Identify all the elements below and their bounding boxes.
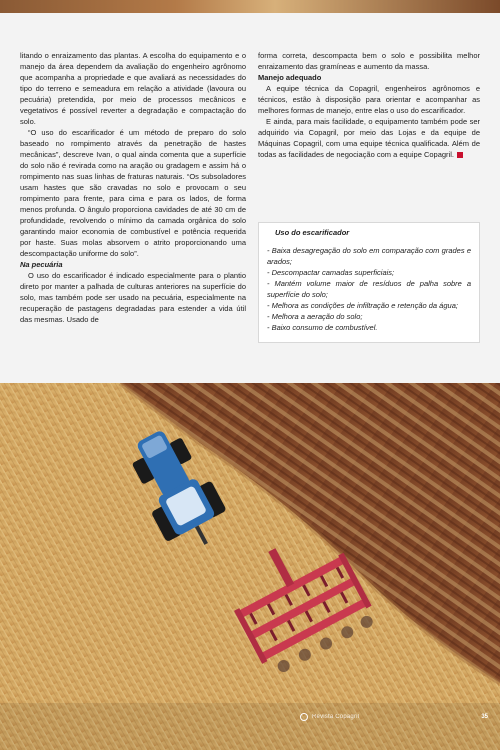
top-photo-strip (0, 0, 500, 13)
section-heading-pecuaria: Na pecuária (20, 260, 63, 269)
list-item: - Mantém volume maior de resíduos de palha sobre a superfície do solo; (267, 279, 471, 299)
sidebar-box-title: Uso do escarificador (275, 228, 350, 237)
article-paragraph: A equipe técnica da Copagril, engenheiros agrônomos e técnicos, estão à disposição para orientar e acompanhar as melhores formas de manejo, entre elas o uso do escarificador. (258, 84, 480, 115)
magazine-logo-icon (300, 713, 308, 721)
list-item: - Melhora a aeração do solo; (267, 312, 363, 321)
page-footer (300, 711, 488, 723)
page-number: 35 (481, 714, 488, 720)
article-paragraph: litando o enraizamento das plantas. A escolha do equipamento e o manejo da área dependem da avaliação do engenheiro agrônomo que acompanha a propriedade e que avaliará as necessidades do tipo do terreno e semeadura em relação a atividade (lavoura ou pecuária) pretendida, por meio de processos mecânicos e vegetativos é possível reverter a degradação e compactação do solo. (20, 51, 246, 126)
article-paragraph: “O uso do escarificador é um método de preparo do solo baseado no rompimento através da penetração de hastes mecânicas”, descreve Ivan, o qual ainda comenta que a superfície do solo não é revirada como na aração ou gradagem e assim há o rompimento nas suas linhas de fraturas naturais. “Os subsoladores usam hastes que são cravadas no solo e provocam o seu rompimento para frente, para cima e para os lados, de forma menos profunda. O ângulo proporciona cavidades de até 30 cm de profundidade, revolvendo o mínimo da camada orgânica do solo garantindo maior economia de combustível e potência requerida por haste. Suas molas absorvem o atrito proporcionando uma descompactação uniforme do solo”. (20, 128, 246, 258)
article-paragraph (258, 116, 480, 160)
list-item: - Descompactar camadas superficiais; (267, 268, 395, 277)
article-paragraph-text: E ainda, para mais facilidade, o equipamento também pode ser adquirido via Copagril, por meio das Lojas e da equipe de Máquinas Copagril, com uma equipe técnica qualificada. Além de todas as facilidades de negociação com a equipe Copagril. (258, 117, 480, 159)
article-paragraph: forma correta, descompacta bem o solo e possibilita melhor enraizamento das gramíneas e aumento da massa. (258, 51, 480, 71)
footer-magazine-name: Revista Copagril (312, 714, 360, 720)
article-right-column (258, 50, 480, 160)
list-item: - Baixo consumo de combustível. (267, 323, 378, 332)
article-left-column (20, 50, 246, 325)
photo-tractor-field (0, 383, 500, 750)
section-heading-manejo: Manejo adequado (258, 73, 322, 82)
photo-illustration (0, 383, 500, 750)
sidebar-box-uso-escarificador (258, 222, 480, 343)
list-item: - Baixa desagregação do solo em comparação com grades e arados; (267, 246, 471, 266)
list-item: - Melhora as condições de infiltração e retenção da água; (267, 301, 458, 310)
article-paragraph: O uso do escarificador é indicado especialmente para o plantio direto por manter a palhada de culturas anteriores na superfície do solo, mas também pode ser usado na pecuária, especialmente na recuperação de pastagens degradadas para estender a vida útil das mesmas. Usado de (20, 271, 246, 324)
end-of-article-mark (457, 152, 463, 158)
